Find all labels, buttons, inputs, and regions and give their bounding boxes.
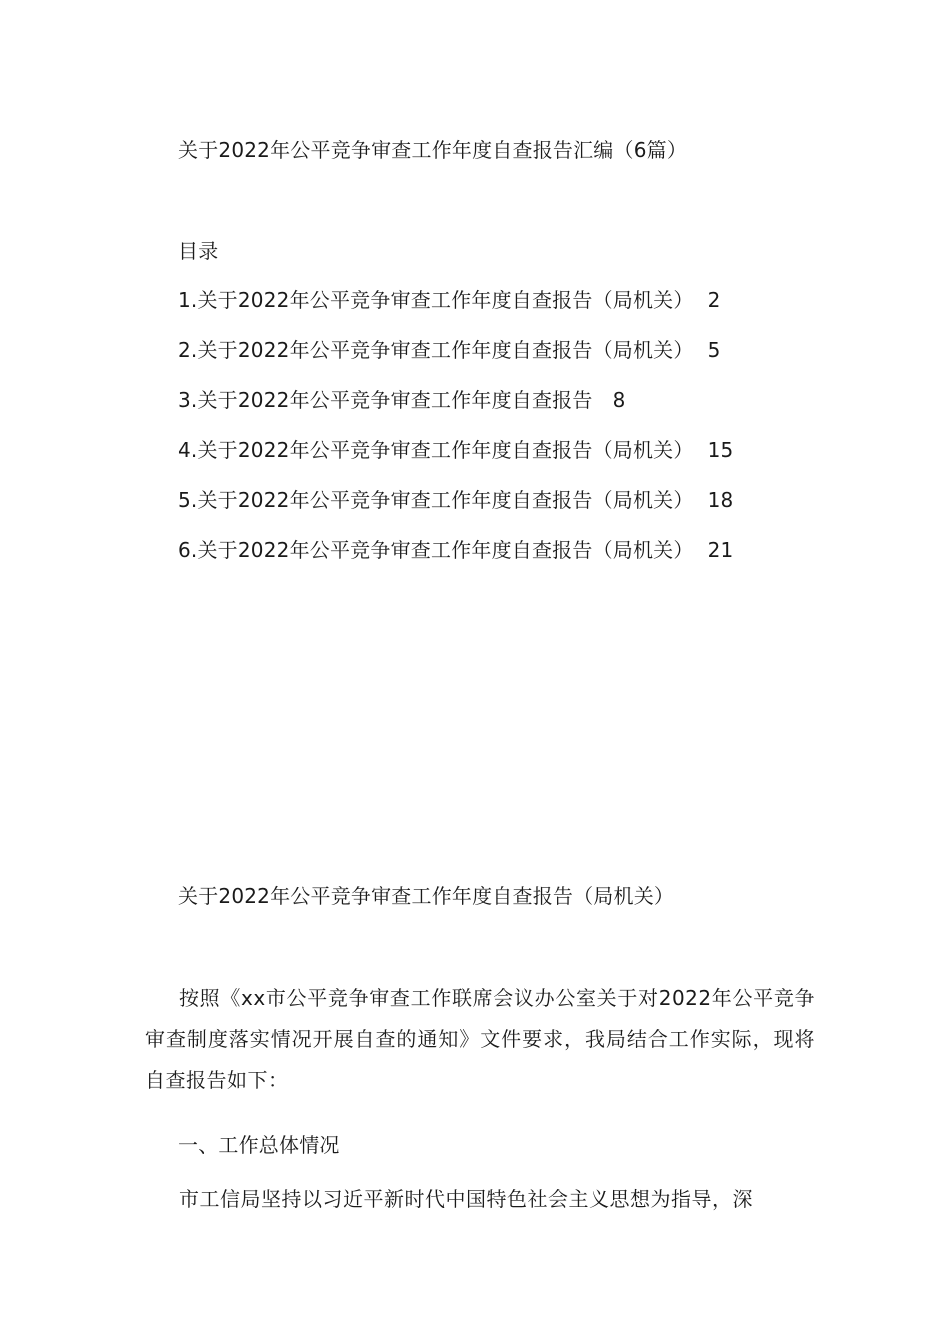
toc-item[interactable] <box>178 385 626 415</box>
report-title: 关于2022年公平竞争审查工作年度自查报告（局机关） <box>178 884 675 908</box>
toc-item[interactable] <box>178 435 733 465</box>
toc-item-page: 21 <box>707 538 734 562</box>
toc-item-page: 18 <box>707 488 734 512</box>
toc-item-label: 3.关于2022年公平竞争审查工作年度自查报告 <box>178 388 593 412</box>
toc-item-label: 2.关于2022年公平竞争审查工作年度自查报告（局机关） <box>178 338 694 362</box>
toc-item-page: 8 <box>612 388 626 412</box>
toc-heading: 目录 <box>178 239 219 263</box>
toc-item-page: 15 <box>707 438 734 462</box>
body-paragraph: 按照《xx市公平竞争审查工作联席会议办公室关于对2022年公平竞争审查制度落实情况开展自查的通知》文件要求，我局结合工作实际，现将自查报告如下： <box>145 986 815 1092</box>
toc-item[interactable] <box>178 335 721 365</box>
section-heading: 一、工作总体情况 <box>178 1133 340 1157</box>
toc-item[interactable] <box>178 485 733 515</box>
toc-item[interactable] <box>178 535 733 565</box>
body-paragraph: 市工信局坚持以习近平新时代中国特色社会主义思想为指导，深 <box>179 1187 753 1211</box>
toc-item-label: 1.关于2022年公平竞争审查工作年度自查报告（局机关） <box>178 288 694 312</box>
toc-item[interactable] <box>178 285 721 315</box>
document-title: 关于2022年公平竞争审查工作年度自查报告汇编（6篇） <box>178 138 688 162</box>
toc-item-label: 4.关于2022年公平竞争审查工作年度自查报告（局机关） <box>178 438 694 462</box>
toc-item-page: 2 <box>707 288 721 312</box>
toc-item-label: 6.关于2022年公平竞争审查工作年度自查报告（局机关） <box>178 538 694 562</box>
toc-item-page: 5 <box>707 338 721 362</box>
toc-item-label: 5.关于2022年公平竞争审查工作年度自查报告（局机关） <box>178 488 694 512</box>
